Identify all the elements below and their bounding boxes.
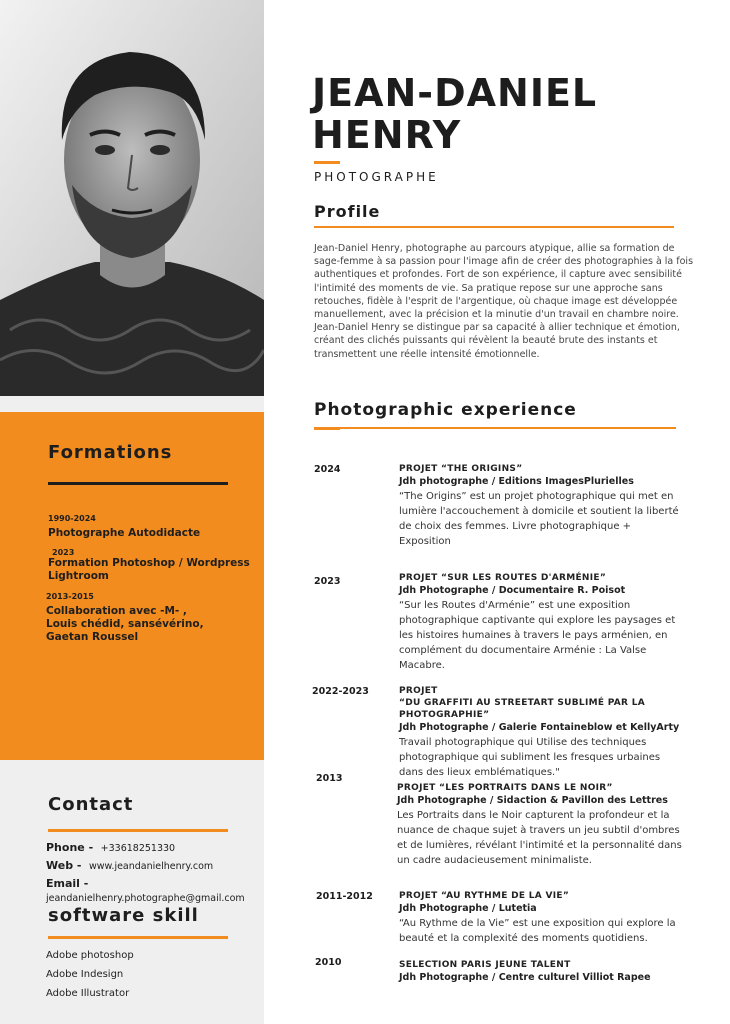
page-title: [312, 72, 597, 156]
web-link[interactable]: www.jeandanielhenry.com: [88, 861, 214, 872]
exp-item: [399, 572, 719, 673]
contact-title: Contact: [48, 794, 134, 815]
skills-title: software skill: [48, 905, 199, 926]
contact-phone: [46, 841, 175, 854]
skills-rule: [48, 936, 228, 939]
exp-title: PROJET “AU RYTHME DE LA VIE”: [399, 891, 570, 901]
exp-title-2: “DU GRAFFITI AU STREETART SUBLIMÉ PAR LA PHOTOGRAPHIE”: [399, 698, 646, 720]
exp-date: 2024: [314, 464, 341, 475]
profile-text: Jean-Daniel Henry, photographe au parcours atypique, allie sa formation de sage-femme à sa passion pour l'image afin de créer des photographies à la fois authentiques et profondes. Fort de son expérience, il capture avec sensibilité l'intimité des moments de vie. Sa pratique repose sur une approche sans retouches, fidèle à l'esprit de l'argentique, où chaque image est développée manuellement, avec la précision et la minutie d'un travail en chambre noire. Jean-Daniel Henry se distingue par sa capacité à allier technique et émotion, créant des clichés puissants qui révèlent la beauté brute des instants et transmettent une réelle intensité émotionnelle.: [314, 243, 694, 360]
name-accent-rule: [314, 161, 340, 164]
role-subtitle: PHOTOGRAPHE: [314, 170, 439, 184]
formation-label: Photographe Autodidacte: [48, 527, 201, 539]
formations-rule: [48, 482, 228, 485]
formations-panel: [0, 412, 264, 760]
formation-date: 2023: [52, 548, 75, 557]
exp-title: PROJET: [399, 686, 438, 696]
exp-desc: Les Portraits dans le Noir capturent la profondeur et la nuance de chaque sujet à travers un jeu subtil d'ombres et de lumières, révélant l'intimité et la personnalité dans un cadre audacieusement minimaliste.: [397, 810, 682, 866]
exp-sub: Jdh Photographe / Documentaire R. Poisot: [399, 585, 626, 596]
contact-email: [46, 877, 88, 890]
exp-date: 2013: [316, 773, 343, 784]
skill-item: Adobe Illustrator: [46, 988, 130, 999]
exp-date: 2023: [314, 576, 341, 587]
name-line-2: HENRY: [312, 113, 462, 157]
skill-item: Adobe photoshop: [46, 950, 134, 961]
formation-item: [48, 548, 258, 583]
phone-label: Phone -: [46, 841, 94, 854]
exp-sub: Jdh Photographe / Centre culturel Villiot Rapee: [399, 972, 651, 983]
profile-rule: [314, 226, 674, 228]
exp-desc: Travail photographique qui Utilise des techniques photographique qui subliment les fresques urbaines dans des lieux emblématiques.": [399, 737, 661, 778]
exp-item: [399, 890, 719, 946]
exp-sub: Jdh Photographe / Galerie Fontaineblow et KellyArty: [399, 722, 680, 733]
exp-sub: Jdh photographe / Editions ImagesPlurielles: [399, 476, 634, 487]
phone-value[interactable]: +33618251330: [100, 843, 176, 854]
formation-label: Formation Photoshop / Wordpress Lightroom: [48, 557, 250, 582]
exp-item: [397, 782, 717, 868]
formation-date: 2013-2015: [46, 592, 94, 601]
exp-desc: “Au Rythme de la Vie” est une exposition qui explore la beauté et la complexité des moments quotidiens.: [399, 918, 676, 944]
experience-title: Photographic experience: [314, 400, 577, 420]
experience-rule: [314, 427, 676, 429]
formation-item: [46, 592, 216, 644]
formation-label: Collaboration avec -M- , Louis chédid, sansévérino, Gaetan Roussel: [46, 605, 204, 643]
formations-title: Formations: [48, 442, 173, 463]
portrait-photo: [0, 0, 264, 396]
exp-date: 2010: [315, 957, 342, 968]
name-line-1: JEAN-DANIEL: [312, 71, 598, 115]
web-label: Web -: [46, 859, 82, 872]
exp-desc: “Sur les Routes d'Arménie” est une exposition photographique captivante qui explore les paysages et les histoires humaines à travers le pays arménien, en complément du documentaire Arménie : La Valse Macabre.: [399, 600, 676, 671]
email-link[interactable]: jeandanielhenry.photographe@gmail.com: [46, 893, 245, 904]
exp-title: PROJET “SUR LES ROUTES D'ARMÉNIE”: [399, 573, 607, 583]
exp-date: 2022-2023: [312, 686, 369, 697]
exp-title: PROJET “THE ORIGINS”: [399, 464, 523, 474]
exp-item: [399, 463, 719, 549]
email-label: Email -: [46, 877, 89, 890]
exp-desc: “The Origins” est un projet photographique qui met en lumière l'accouchement à domicile et soutient la liberté de choix des femmes. Livre photographique + Exposition: [399, 491, 679, 547]
exp-sub: Jdh Photographe / Lutetia: [399, 903, 537, 914]
portrait-image: [0, 0, 264, 396]
left-column: [0, 0, 264, 1024]
exp-item: [399, 685, 719, 780]
contact-rule: [48, 829, 228, 832]
formation-date: 1990-2024: [48, 514, 96, 523]
skill-item: Adobe Indesign: [46, 969, 124, 980]
profile-title: Profile: [314, 202, 381, 221]
exp-title: PROJET “LES PORTRAITS DANS LE NOIR”: [397, 783, 613, 793]
formation-item: [48, 514, 258, 540]
exp-item: [399, 959, 719, 985]
contact-web: [46, 859, 213, 872]
exp-date: 2011-2012: [316, 891, 373, 902]
exp-title: SELECTION PARIS JEUNE TALENT: [399, 960, 571, 970]
exp-sub: Jdh Photographe / Sidaction & Pavillon des Lettres: [397, 795, 668, 806]
